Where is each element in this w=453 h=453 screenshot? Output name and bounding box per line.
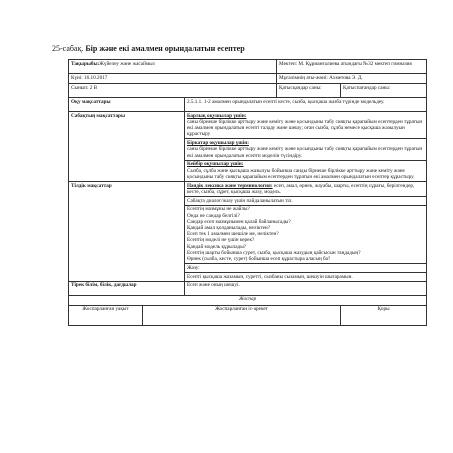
goals-all-row: [69, 112, 427, 139]
terms-text: есеп, амал, өрнек, жауабы, шарты, есептің сұрағы, берілгендер, кесте, сызба, сұрет, қысқаша жазу, модель.: [187, 182, 415, 195]
question-item: Сандар есеп мазмұнымен қалай байланысады?: [187, 218, 291, 225]
lesson-number: 25-сабақ.: [52, 44, 84, 53]
language-terms-cell: [185, 181, 427, 196]
plan-columns-row: [69, 305, 427, 325]
absent-cell: Қатыспағандар саны:: [341, 84, 427, 98]
language-terms-row: [69, 181, 427, 196]
prior-row: [69, 281, 427, 295]
class-row: [69, 84, 427, 98]
objectives-label: Оқу мақсаттары: [69, 98, 185, 112]
topic-cell: [69, 60, 277, 74]
present-cell: Қатысқандар саны:: [277, 84, 341, 98]
plan-col-activity: Жоспарланған іс-әрекет: [143, 305, 341, 325]
question-item: Есептің мазмұны не жайлы?: [187, 206, 250, 213]
goals-most-cell: [185, 139, 427, 160]
plan-col-resources: Қоры: [341, 305, 427, 325]
goals-most-title: Біркатар оқушылар үшін:: [187, 140, 249, 147]
language-label: Тілдік мақсаттар: [69, 181, 185, 281]
goals-some-title: Кейбір оқушылар үшін:: [187, 161, 244, 168]
plan-header: Жоспар: [69, 295, 427, 305]
prior-text: Есеп және оның шешуі.: [185, 281, 427, 295]
topic-row: [69, 60, 427, 74]
lesson-title: [52, 44, 432, 53]
lesson-heading: Бір және екі амалмен орындалатын есептер: [85, 44, 245, 53]
question-item: Қандай амал қолданылады, неліктен?: [187, 225, 270, 232]
question-item: Өрнек (сызба, кесте, сурет) бойынша есеп құрастыра аласың ба?: [187, 256, 331, 263]
plan-header-row: [69, 295, 427, 305]
dialogue-cell: Сабақта диалог/жазу үшін пайдаланылатын тіл.: [185, 196, 427, 205]
goals-some-cell: [185, 160, 427, 181]
writing-text: Есепті қысқаша жазамын, суретті, сызбаны сызамын, шешуін шығарамын.: [185, 272, 427, 281]
school-cell: Мектеп: М. Құрманғалиева атындағы №32 мектеп гимназия: [277, 60, 427, 74]
plan-col-time: Жоспарланған уақыт: [69, 305, 143, 325]
goals-all-cell: [185, 112, 427, 139]
goals-most-text: саны бірнеше бірлікке арттыру және кеміту және қосындыны табу сияқты қарапайым есептерден тұратын екі амалмен орындалатын есепти моделін түсіндіру.: [187, 146, 423, 159]
writing-label: Жазу:: [185, 264, 427, 273]
questions-cell: [185, 205, 427, 263]
question-item: Онда не сандар белгілі?: [187, 212, 240, 219]
goals-some-text: Сызба, сұлба және қысқаша жазылуы бойынша санды бірнеше бірлікке арттыру және кеміту және қосындыны табу сияқты қарапайым есептерден тұратын екі амалмен орындалатын есептер құрастыру.: [187, 167, 415, 180]
lesson-plan-table: [68, 59, 427, 326]
objectives-row: [69, 98, 427, 112]
date-cell: Күні: 16.10.2017: [69, 74, 277, 84]
goals-all-text: саны бірнеше бірлікке арттыру және кеміту және қосындыны табу сияқты қарапайым есептерден тұратын екі амалмен орындалатын есепті талдау және шешу; оған сызба, сұлба немесе қысқаша жазылуын құрастыру: [187, 119, 423, 138]
goals-all-title: Барлық оқушылар үшін:: [187, 112, 247, 119]
date-row: [69, 74, 427, 84]
teacher-cell: Мұғалімнің аты-жөні: Ахметова Э. Д.: [277, 74, 427, 84]
objectives-text: 2.5.1.1. 1-2 амалмен орындалатын есепті кесте, сызба, қысқаша жазба түрінде модельдеу.: [185, 98, 427, 112]
question-item: Есеп тек 1 амалмен шешіле ме, неліктен?: [187, 231, 279, 238]
topic-label: Тақырыбы:: [71, 60, 100, 67]
prior-label: Тірек білім, білік, дағдылар: [69, 281, 185, 295]
class-cell: Сынып: 2 В: [69, 84, 277, 98]
terms-title: Пәндік лексика және терминология:: [187, 182, 273, 189]
question-item: Қандай модель құрылады?: [187, 243, 246, 250]
topic-value: Жүйелеу және жасаймыз: [99, 60, 155, 67]
lesson-goals-label: Сабақтың мақсаттары: [69, 112, 185, 182]
question-item: Есептің шарты бойынша сурет, сызба, қысқаша жазудың қайсысын таңдадың?: [187, 249, 361, 256]
question-item: Есептің моделі не үшін керек?: [187, 237, 255, 244]
